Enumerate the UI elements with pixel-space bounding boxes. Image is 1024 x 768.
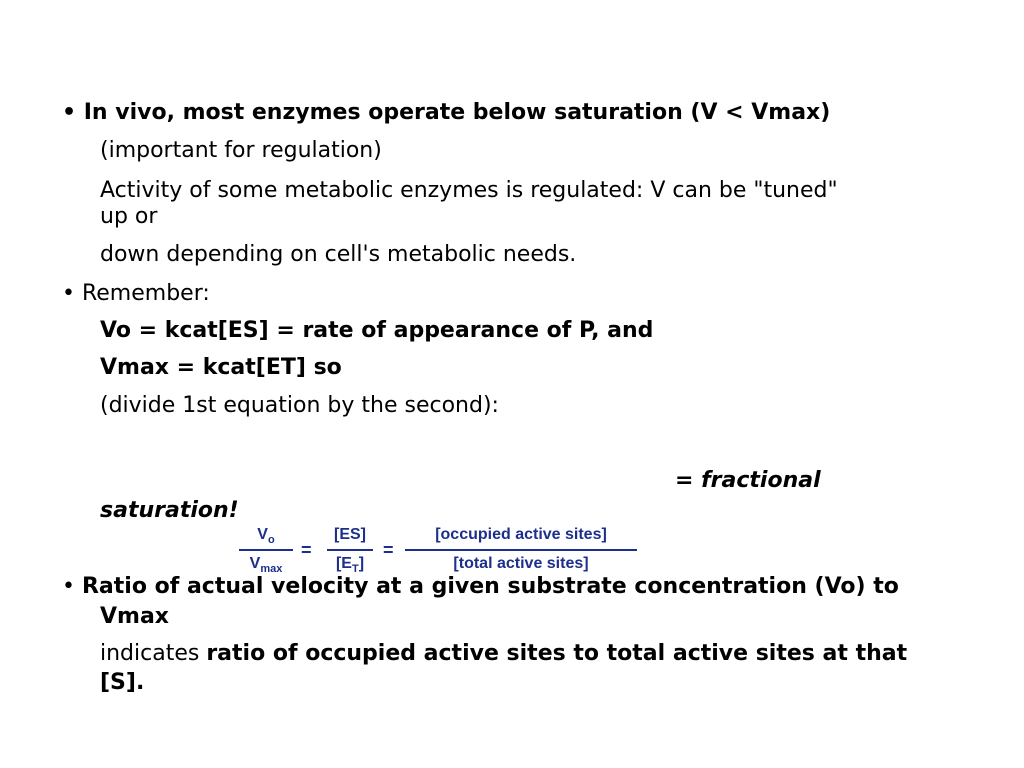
bullet-remember: • Remember:	[62, 281, 210, 306]
eq-vo-numerator: $V_o$	[257, 526, 275, 546]
eq-occupied-sites-numerator: [occupied active sites]	[435, 526, 607, 543]
text-down-depending: down depending on cell's metabolic needs.	[100, 242, 577, 267]
text-saturation: saturation!	[100, 498, 239, 523]
eq-fraction-bar-3	[405, 549, 637, 551]
text-fractional: = fractional	[675, 468, 821, 493]
text-divide-equation: (divide 1st equation by the second):	[100, 393, 499, 418]
text-ratio-bold: Ratio of actual velocity at a given substrate concentration (Vo) to	[81, 574, 899, 599]
bullet-mark: •	[62, 574, 82, 599]
text-activity-regulated: Activity of some metabolic enzymes is regulated: V can be "tuned"	[100, 178, 838, 203]
eq-equals-2: =	[383, 540, 394, 560]
eq-equals-1: =	[301, 540, 312, 560]
text-vmax: Vmax	[100, 604, 169, 629]
eq-et-denominator: $[E_T]$	[335, 555, 365, 575]
eq-total-sites-denominator: [total active sites]	[453, 555, 589, 572]
eq-fraction-bar-1	[239, 549, 293, 551]
bullet-in-vivo: • In vivo, most enzymes operate below saturation (V < Vmax)	[62, 100, 831, 125]
eq-vmax-denominator: $V_{max}$	[249, 555, 283, 575]
text-indicates	[100, 641, 907, 667]
fractional-saturation-equation	[237, 524, 647, 580]
text-indicates-normal: indicates	[100, 641, 207, 666]
text-vo-equation: Vo = kcat[ES] = rate of appearance of P, and	[100, 318, 654, 343]
text-indicates-bold: ratio of occupied active sites to total active sites at that	[206, 641, 908, 666]
text-important-regulation: (important for regulation)	[100, 138, 382, 163]
eq-es-numerator: [ES]	[334, 526, 366, 543]
text-up-or: up or	[100, 204, 158, 229]
text-vmax-equation: Vmax = kcat[ET] so	[100, 355, 342, 380]
text-s-bracket: [S].	[100, 670, 145, 695]
bullet-ratio	[62, 574, 899, 600]
eq-fraction-bar-2	[327, 549, 373, 551]
